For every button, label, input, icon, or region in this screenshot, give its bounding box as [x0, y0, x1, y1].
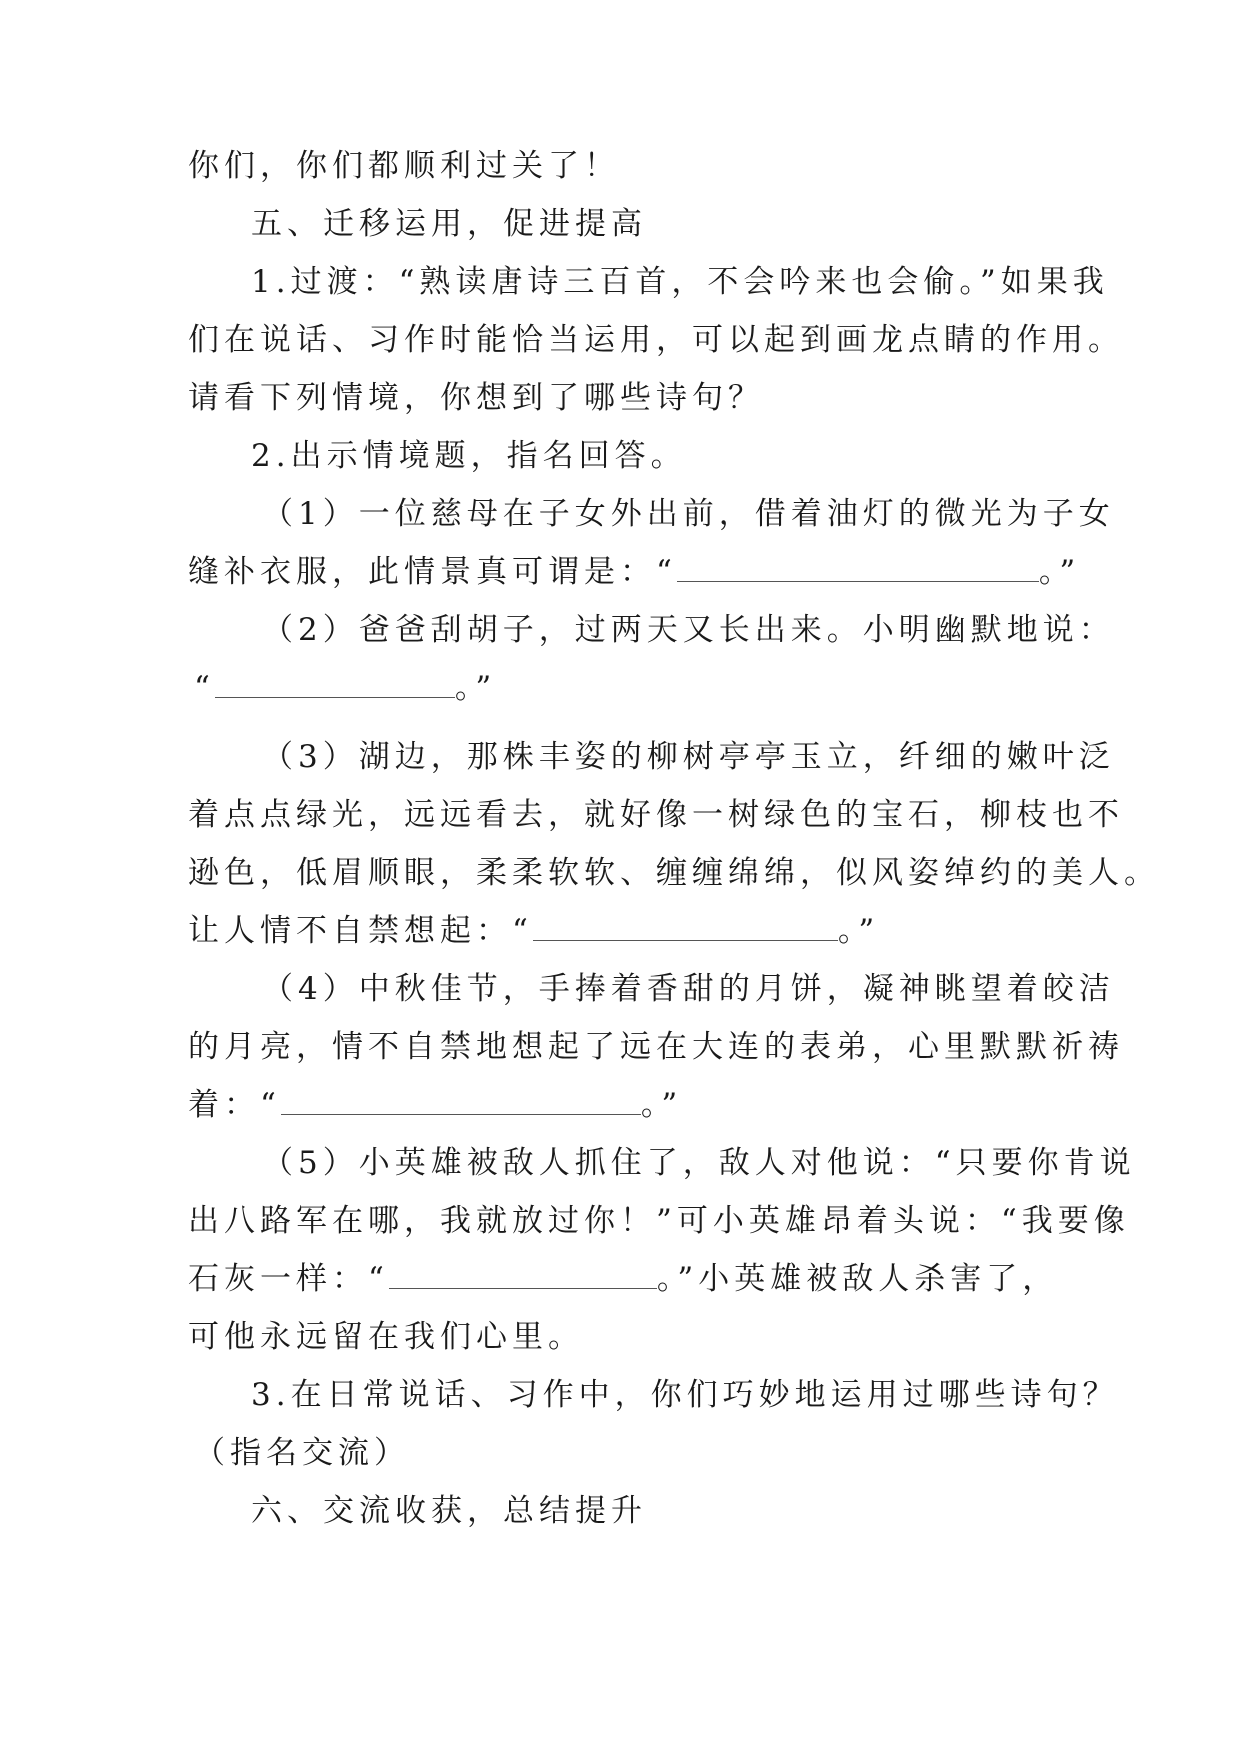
paragraph-line: 2.出示情境题，指名回答。	[251, 438, 687, 474]
line-text: 让人情不自禁想起：“	[188, 913, 533, 949]
line-text: 缝补衣服，此情景真可谓是：“	[188, 554, 677, 590]
paragraph-line: 出八路军在哪，我就放过你！”可小英雄昂着头说：“我要像	[188, 1203, 1130, 1239]
line-text: “	[194, 670, 215, 706]
paragraph-line: 请看下列情境，你想到了哪些诗句？	[188, 380, 764, 416]
fill-blank-line	[188, 911, 879, 951]
paragraph-line: （3）湖边，那株丰姿的柳树亭亭玉立，纤细的嫩叶泛	[262, 739, 1115, 775]
line-text: 。”	[454, 670, 497, 706]
line-text: 石灰一样：“	[188, 1261, 389, 1297]
answer-blank	[389, 1262, 657, 1289]
paragraph-line: 3.在日常说话、习作中，你们巧妙地运用过哪些诗句？	[251, 1377, 1119, 1413]
section-heading: 六、交流收获，总结提升	[251, 1493, 647, 1529]
paragraph-line: （5）小英雄被敌人抓住了，敌人对他说：“只要你肯说	[262, 1145, 1136, 1181]
paragraph-line: （指名交流）	[194, 1435, 410, 1471]
line-text: 。”	[1038, 554, 1081, 590]
paragraph-line: 们在说话、习作时能恰当运用，可以起到画龙点睛的作用。	[188, 322, 1124, 358]
answer-blank	[281, 1088, 641, 1115]
line-text: 。”	[837, 913, 880, 949]
line-text: 着：“	[188, 1087, 281, 1123]
section-heading: 五、迁移运用，促进提高	[251, 206, 647, 242]
line-text: 。”	[640, 1087, 683, 1123]
paragraph-line: （1）一位慈母在子女外出前，借着油灯的微光为子女	[262, 496, 1115, 532]
answer-blank	[215, 671, 455, 698]
paragraph-line: 你们，你们都顺利过关了！	[188, 148, 620, 184]
fill-blank-line	[194, 668, 496, 708]
fill-blank-line	[188, 1085, 682, 1125]
paragraph-line: （2）爸爸刮胡子，过两天又长出来。小明幽默地说：	[262, 612, 1115, 648]
fill-blank-line	[188, 552, 1080, 592]
paragraph-line: 1.过渡：“熟读唐诗三百首，不会吟来也会偷。”如果我	[251, 264, 1109, 300]
answer-blank	[533, 914, 838, 941]
paragraph-line: 可他永远留在我们心里。	[188, 1319, 584, 1355]
paragraph-line: 着点点绿光，远远看去，就好像一树绿色的宝石，柳枝也不	[188, 797, 1124, 833]
line-text: 。”小英雄被敌人杀害了，	[656, 1261, 1059, 1297]
paragraph-line: 逊色，低眉顺眼，柔柔软软、缠缠绵绵，似风姿绰约的美人。	[188, 855, 1160, 891]
paragraph-line: （4）中秋佳节，手捧着香甜的月饼，凝神眺望着皎洁	[262, 971, 1115, 1007]
fill-blank-line	[188, 1259, 1058, 1299]
paragraph-line: 的月亮，情不自禁地想起了远在大连的表弟，心里默默祈祷	[188, 1029, 1124, 1065]
answer-blank	[677, 555, 1039, 582]
